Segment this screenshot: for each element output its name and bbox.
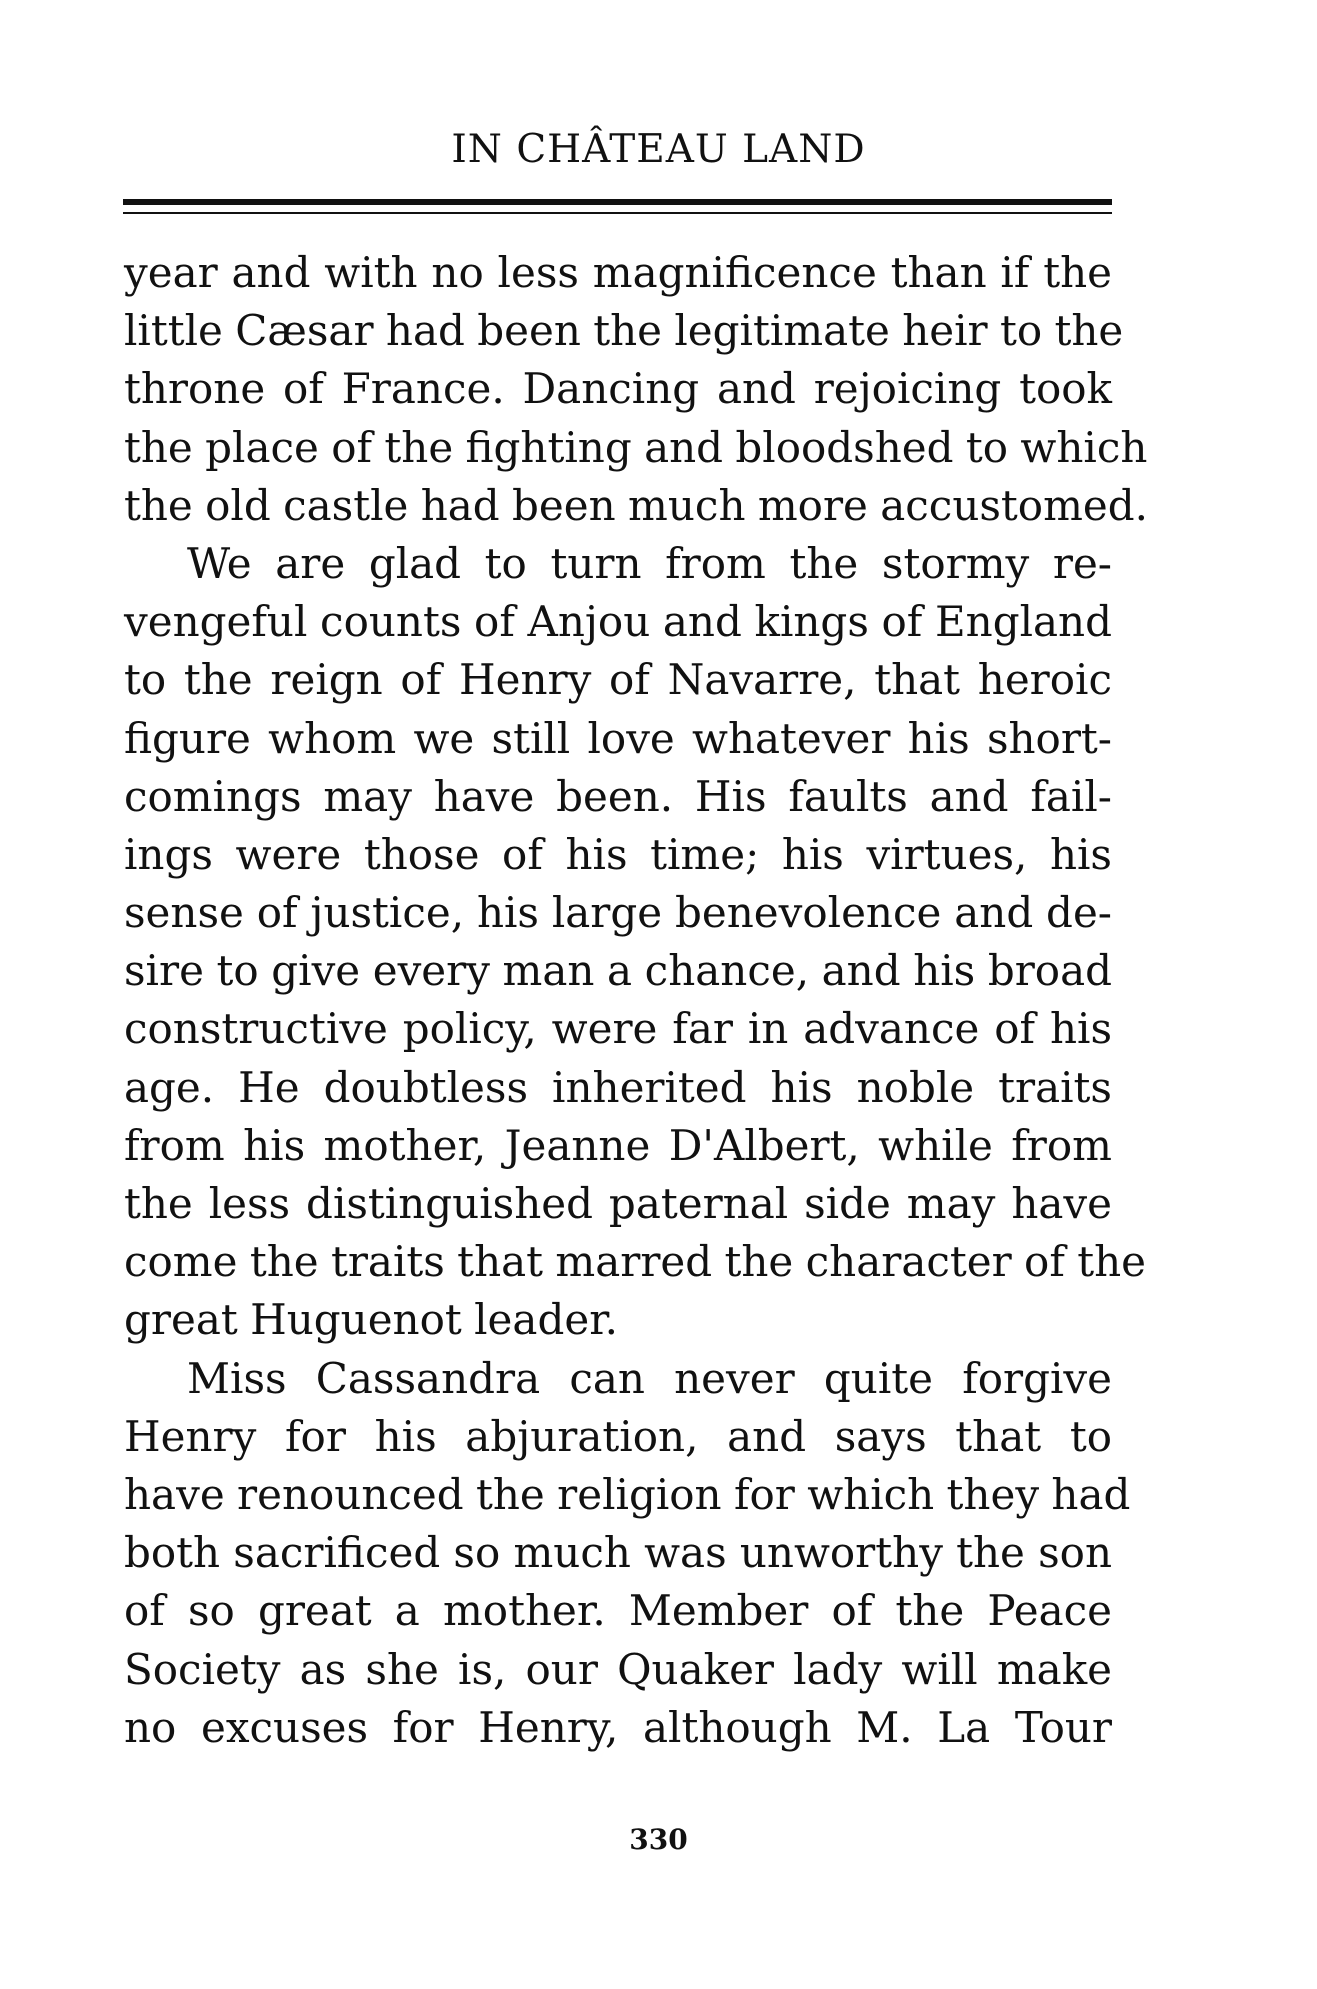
- text-line: vengeful counts of Anjou and kings of England: [124, 597, 1112, 647]
- paragraph: [124, 535, 1147, 1350]
- text-line: sense of justice, his large benevolence and de-: [124, 888, 1112, 938]
- text-line: come the traits that marred the character of the: [124, 1237, 1147, 1287]
- header-rule-thin: [123, 212, 1112, 214]
- text-line: to the reign of Henry of Navarre, that heroic: [124, 655, 1112, 705]
- text-line: sire to give every man a chance, and his broad: [124, 946, 1112, 996]
- text-line: great Huguenot leader.: [124, 1295, 619, 1345]
- text-line: ings were those of his time; his virtues, his: [124, 829, 1112, 879]
- text-line: year and with no less magnificence than if the: [124, 248, 1112, 297]
- text-line: the place of the fighting and bloodshed to which: [124, 422, 1148, 472]
- header-rule-thick: [123, 199, 1112, 205]
- text-line: both sacrificed so much was unworthy the son: [124, 1528, 1112, 1578]
- text-line: Society as she is, our Quaker lady will make: [124, 1644, 1112, 1694]
- text-line: little Cæsar had been the legitimate heir to the: [124, 306, 1124, 356]
- text-line: the old castle had been much more accustomed.: [124, 480, 1149, 530]
- body-text: [124, 244, 1149, 1757]
- page-number: 330: [629, 1823, 688, 1856]
- text-line: the less distinguished paternal side may have: [124, 1179, 1112, 1228]
- text-line: We are glad to turn from the stormy re-: [187, 538, 1112, 588]
- text-line: figure whom we still love whatever his short-: [124, 713, 1112, 763]
- text-line: Henry for his abjuration, and says that to: [124, 1411, 1112, 1461]
- text-line: constructive policy, were far in advance of his: [124, 1004, 1112, 1054]
- text-line: Miss Cassandra can never quite forgive: [187, 1353, 1112, 1403]
- text-line: have renounced the religion for which they had: [124, 1469, 1131, 1519]
- running-head: IN CHÂTEAU LAND: [451, 127, 866, 172]
- text-line: throne of France. Dancing and rejoicing took: [124, 364, 1112, 414]
- text-line: comings may have been. His faults and fail-: [124, 771, 1112, 821]
- text-line: from his mother, Jeanne D'Albert, while from: [124, 1120, 1112, 1170]
- text-line: age. He doubtless inherited his noble traits: [124, 1062, 1112, 1112]
- text-line: no excuses for Henry, although M. La Tour: [124, 1702, 1112, 1752]
- text-line: of so great a mother. Member of the Peace: [124, 1586, 1112, 1636]
- paragraph: [124, 1350, 1131, 1757]
- paragraph: [124, 244, 1149, 535]
